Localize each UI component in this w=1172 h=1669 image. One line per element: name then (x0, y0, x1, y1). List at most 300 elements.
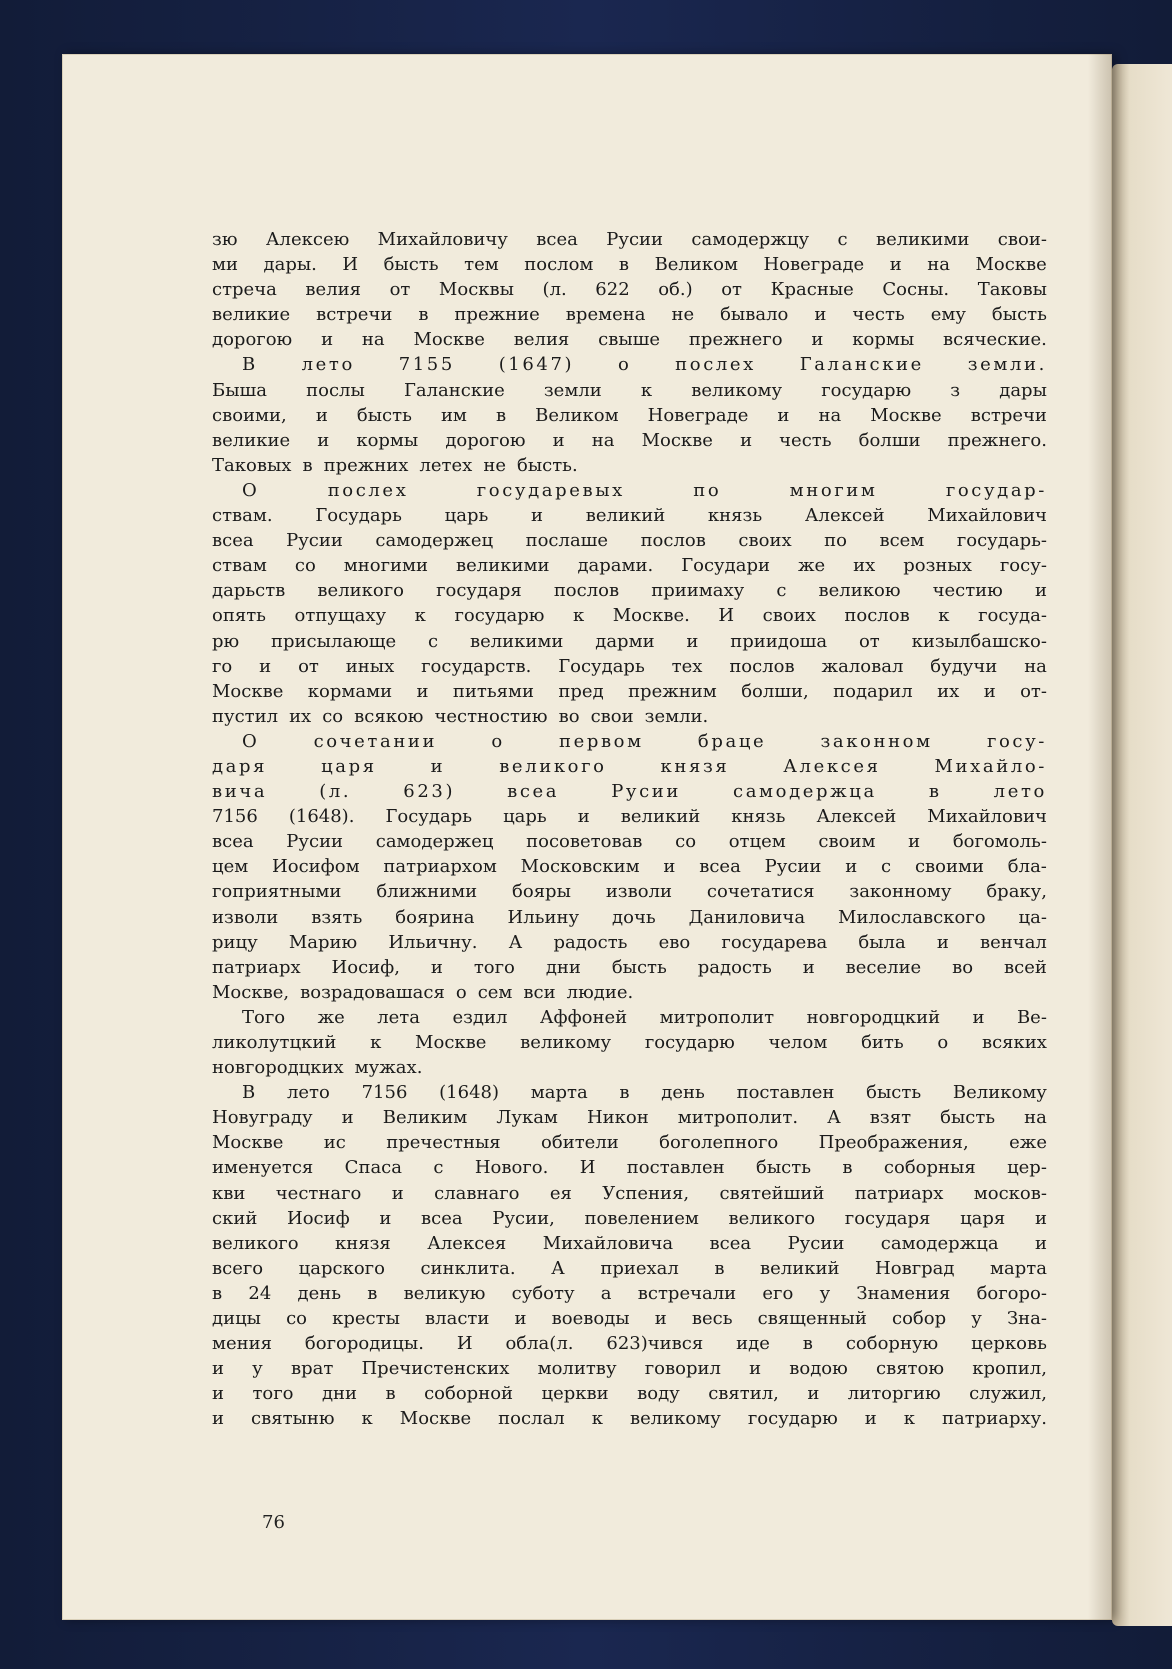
word: в (367, 1282, 378, 1304)
word: великого (317, 580, 404, 602)
word: к (640, 379, 653, 401)
text-line (212, 252, 1047, 277)
word: святейший (719, 1182, 825, 1204)
word: всеа (507, 781, 560, 803)
word: о (617, 354, 632, 376)
word: послов (844, 605, 910, 627)
word: Таковых (212, 454, 292, 476)
word: 623)чився (606, 1333, 704, 1355)
word: посоветовав (526, 831, 643, 853)
word: земли. (967, 354, 1047, 376)
word: со (286, 1308, 308, 1330)
word: Москве (212, 680, 284, 702)
word: с (433, 1157, 444, 1179)
word: и (1035, 1232, 1047, 1254)
word: вси (523, 981, 556, 1003)
word: к (938, 605, 950, 627)
word: Москве (212, 1132, 284, 1154)
word: всеа (536, 229, 578, 250)
word: государ- (945, 479, 1047, 501)
text-line (212, 578, 1047, 603)
word: богомоль- (952, 831, 1047, 853)
word: к (370, 1032, 382, 1053)
word: обители (541, 1132, 619, 1154)
word: и (391, 1182, 404, 1204)
word: Никон (586, 1107, 649, 1129)
word: (1648) (439, 1082, 499, 1104)
word: и (749, 1358, 762, 1380)
word: всем (879, 530, 925, 552)
word: ствам (212, 555, 267, 577)
word: цер- (1007, 1157, 1047, 1179)
word: же (797, 555, 826, 577)
word: великою (818, 580, 901, 602)
word: от (298, 655, 319, 677)
word: боголепного (659, 1132, 779, 1154)
word: великие (212, 304, 291, 326)
word: не (483, 454, 506, 476)
word: врат (290, 1358, 334, 1380)
word: (л. (542, 279, 567, 301)
word: Галанские (799, 354, 924, 376)
word: присылающе (271, 630, 397, 652)
word: в (618, 254, 630, 276)
word: с (428, 630, 439, 652)
word: к (903, 1408, 916, 1430)
word: ездил (452, 1006, 508, 1028)
word: встречи (970, 404, 1047, 426)
word: о (455, 981, 467, 1003)
word: всеа (212, 530, 254, 552)
word: лето (301, 354, 355, 376)
word: О (242, 479, 260, 501)
word: на (1024, 655, 1047, 677)
word: всей (1004, 956, 1047, 978)
word: О (242, 730, 260, 752)
word: опять (212, 605, 266, 627)
word: Русии (606, 229, 664, 250)
word: своими, (212, 404, 287, 426)
word: соборныя (883, 1157, 976, 1179)
word: кормы (356, 429, 419, 451)
word: Ильину (507, 906, 580, 928)
word: зю (212, 229, 238, 250)
word: государь- (956, 530, 1047, 552)
text-line (212, 1206, 1047, 1231)
word: 623) (403, 781, 456, 803)
word: И (718, 605, 735, 627)
word: митрополит (659, 1006, 775, 1028)
word: В (242, 1082, 256, 1104)
word: Таковы (977, 279, 1047, 301)
text-line (212, 453, 1047, 478)
word: честностию (434, 705, 548, 727)
word: будучи (930, 655, 998, 677)
text-line (212, 779, 1047, 804)
text-line (212, 1155, 1047, 1180)
word: государств. (421, 655, 532, 677)
word: Знамения (856, 1282, 951, 1304)
word: и (317, 429, 330, 451)
text-line (212, 478, 1047, 503)
word: священный (757, 1308, 867, 1330)
word: Алексей (804, 505, 885, 527)
word: В (242, 354, 258, 376)
word: на (1024, 1107, 1047, 1129)
word: 7156 (361, 1082, 408, 1104)
text-line (212, 1231, 1047, 1256)
word: Алексею (265, 229, 350, 250)
word: Великому (952, 1082, 1047, 1104)
word: прежним (628, 680, 717, 702)
word: в (385, 1383, 396, 1405)
word: боярина (395, 906, 475, 928)
word: Иосиф, (331, 956, 400, 978)
word: и (807, 1383, 820, 1405)
word: великий (760, 1257, 840, 1279)
word: от (389, 279, 411, 301)
word: у (252, 1358, 263, 1380)
word: Москве, (212, 981, 290, 1003)
word: и (663, 856, 676, 878)
word: Москве (413, 329, 485, 351)
word: го (212, 655, 233, 677)
word: от- (1020, 680, 1047, 702)
word: мения (212, 1333, 273, 1355)
word: Михайловичу (377, 229, 508, 250)
word: велия (305, 279, 361, 301)
word: Новуграду (212, 1107, 313, 1129)
text-line (212, 1331, 1047, 1356)
word: царского (298, 1257, 385, 1279)
word: от (721, 279, 742, 301)
text-line (212, 804, 1047, 829)
word: сочетатися (706, 881, 815, 903)
word: царь (444, 505, 489, 527)
word: Михайловича (542, 1232, 674, 1254)
word: с (837, 229, 848, 250)
word: к (361, 1408, 373, 1430)
word: отцем (728, 831, 786, 853)
word: Москве (870, 404, 942, 426)
word: Быша (212, 379, 268, 401)
word: об.) (658, 279, 693, 301)
word: еже (1009, 1132, 1047, 1154)
word: цем (212, 856, 249, 878)
next-page-edge (1112, 64, 1172, 1626)
word: летех (419, 454, 473, 476)
word: взять (311, 906, 363, 928)
word: святою (875, 1358, 945, 1380)
word: земли. (644, 705, 709, 727)
word: своих (738, 530, 792, 552)
word: день (661, 1082, 705, 1104)
word: и (686, 630, 699, 652)
text-line (212, 905, 1047, 930)
word: многими (343, 555, 429, 577)
word: и (430, 755, 446, 777)
word: Ильичну. (388, 931, 478, 953)
word: стреча (212, 279, 277, 301)
text-line (212, 854, 1047, 879)
word: бла- (1007, 856, 1047, 878)
book-page (62, 54, 1112, 1620)
word: послов (640, 530, 706, 552)
word: патриарх (212, 956, 301, 978)
word: их (937, 680, 960, 702)
word: сем (477, 981, 513, 1003)
word: прежние (454, 304, 540, 326)
word: и (845, 856, 858, 878)
word: гоприятными (212, 881, 342, 903)
word: прежнего (688, 329, 783, 351)
text-line (212, 1181, 1047, 1206)
word: браце (697, 730, 767, 752)
word: Красные (770, 279, 854, 301)
word: бить (861, 1032, 904, 1053)
word: самодержец (375, 530, 494, 552)
word: ему (930, 304, 966, 326)
word: о (491, 730, 505, 752)
word: Москвы (438, 279, 514, 301)
word: и (212, 1408, 224, 1430)
word: Нового. (474, 1157, 549, 1179)
word: и (654, 1308, 667, 1330)
word: и (740, 429, 753, 451)
word: Московским (520, 856, 640, 878)
word: молитву (537, 1358, 617, 1380)
word: по (824, 530, 847, 552)
word: честнаго (275, 1182, 362, 1204)
word: поставлен (736, 1082, 835, 1104)
word: Ве- (1016, 1006, 1047, 1028)
word: и (908, 831, 921, 853)
text-line (212, 403, 1047, 428)
text-line (212, 1105, 1047, 1130)
word: государева (721, 931, 828, 953)
word: Алексей (816, 806, 897, 828)
word: их (853, 555, 876, 577)
word: государю (644, 1032, 735, 1053)
word: всеа (212, 831, 254, 853)
word: з (950, 379, 961, 401)
text-line (212, 277, 1047, 302)
word: дни (545, 956, 581, 978)
word: кормами (307, 680, 393, 702)
word: радость (553, 931, 628, 953)
word: своими (914, 856, 984, 878)
word: дары. (263, 254, 317, 276)
word: Москве (399, 1408, 472, 1430)
word: приехал (600, 1257, 679, 1279)
word: дицы (212, 1308, 261, 1330)
word: Москве. (612, 605, 690, 627)
word: великий (620, 806, 701, 828)
word: пустил (212, 705, 279, 727)
word: питьями (452, 680, 535, 702)
word: от (858, 630, 880, 652)
word: ца- (1018, 906, 1047, 928)
word: и (514, 1308, 527, 1330)
word: и (315, 404, 328, 426)
word: воеводы (551, 1308, 630, 1330)
page-text (212, 227, 1047, 1432)
word: свыше (598, 329, 661, 351)
text-line (212, 227, 1047, 252)
word: великими (875, 229, 970, 250)
word: А (551, 1257, 565, 1279)
word: церкви (541, 1383, 609, 1405)
word: И (579, 1157, 596, 1179)
word: самодержцу (691, 229, 810, 250)
word: всего (212, 1257, 264, 1279)
word: в (714, 1257, 725, 1279)
text-line (212, 1256, 1047, 1281)
word: водою (789, 1358, 848, 1380)
word: великие (212, 429, 291, 451)
word: и (814, 304, 827, 326)
word: князь (707, 505, 763, 527)
word: Марию (288, 931, 358, 953)
word: приидоша (730, 630, 828, 652)
word: а (600, 1282, 612, 1304)
word: Москве (975, 254, 1047, 276)
word: Иосифом (272, 856, 360, 878)
word: Государь (385, 806, 473, 828)
word: власти (425, 1308, 490, 1330)
word: кресты (332, 1308, 400, 1330)
word: послех (675, 354, 756, 376)
word: кви (212, 1182, 246, 1204)
word: же (317, 1006, 345, 1028)
word: подарил (833, 680, 913, 702)
word: и (212, 1358, 224, 1380)
text-line (212, 503, 1047, 528)
word: литоргию (847, 1383, 941, 1405)
word: всеа (699, 856, 741, 878)
word: Великим (382, 1107, 468, 1129)
word: времена (565, 304, 646, 326)
word: послех (327, 479, 409, 501)
word: Русии, (492, 1207, 555, 1229)
word: дорогою (445, 429, 526, 451)
word: повелением (584, 1207, 699, 1229)
word: ево (658, 931, 691, 953)
word: великому (629, 1408, 721, 1430)
word: синклита. (420, 1257, 516, 1279)
word: тех (671, 655, 703, 677)
word: в (212, 1282, 223, 1304)
word: приимаху (651, 580, 745, 602)
word: москов- (973, 1182, 1047, 1204)
word: госу- (986, 730, 1047, 752)
word: именуется (212, 1157, 314, 1179)
word: у (819, 1282, 831, 1304)
text-line (212, 553, 1047, 578)
word: Аффоней (539, 1006, 628, 1028)
text-line (212, 1406, 1047, 1431)
text-line (212, 603, 1047, 628)
word: с (776, 580, 787, 602)
word: послы (306, 379, 365, 401)
word: Русии (611, 781, 681, 803)
word: на (361, 329, 385, 351)
word: князя (660, 755, 730, 777)
word: тем (464, 254, 499, 276)
word: марта (530, 1082, 588, 1104)
word: Михайло- (934, 755, 1047, 777)
word: Лукам (496, 1107, 558, 1129)
text-line (212, 955, 1047, 980)
word: свои (590, 705, 634, 727)
word: великого (499, 755, 607, 777)
word: первом (558, 730, 644, 752)
word: Государь (315, 505, 402, 527)
word: честь (779, 429, 832, 451)
word: соборную (845, 1333, 939, 1355)
word: новгородцких (212, 1057, 344, 1079)
word: венчал (980, 931, 1047, 953)
word: говорил (644, 1358, 721, 1380)
word: ствам. (212, 505, 273, 527)
word: честь (852, 304, 905, 326)
word: и (341, 1107, 354, 1129)
text-line (212, 1381, 1047, 1406)
text-line (212, 1281, 1047, 1306)
word: Спаса (344, 1157, 402, 1179)
text-line (212, 352, 1047, 377)
word: соборной (424, 1383, 514, 1405)
word: весь (691, 1308, 733, 1330)
word: день (297, 1282, 342, 1304)
text-line (212, 729, 1047, 754)
word: Алексея (427, 1232, 507, 1254)
word: рицу (212, 931, 258, 953)
word: на (818, 404, 842, 426)
word: А (508, 931, 523, 953)
word: к (414, 605, 426, 627)
word: Того (242, 1006, 286, 1028)
word: Пречистенских (361, 1358, 510, 1380)
word: велия (513, 329, 570, 351)
word: к (591, 1408, 603, 1430)
word: прежних (323, 454, 409, 476)
word: бысть (991, 304, 1047, 326)
word: иных (345, 655, 395, 677)
word: о (937, 1032, 949, 1053)
word: дары (999, 379, 1047, 401)
word: патриарх (854, 1182, 944, 1204)
word: и (259, 655, 272, 677)
word: со (675, 831, 697, 853)
word: Михайлович (927, 505, 1047, 527)
word: Государи (681, 555, 770, 577)
word: самодержца (733, 781, 877, 803)
word: Государь (558, 655, 645, 677)
word: дочь (612, 906, 656, 928)
word: всеа (709, 1232, 752, 1254)
word: великого (728, 1207, 816, 1229)
word: веселие (845, 956, 922, 978)
word: Новград (875, 1257, 955, 1279)
word: Милославского (838, 906, 986, 928)
word: Алексея (783, 755, 881, 777)
word: кормы (852, 329, 915, 351)
word: А (827, 1107, 841, 1129)
word: и (321, 329, 334, 351)
word: и (416, 680, 429, 702)
text-line (212, 679, 1047, 704)
